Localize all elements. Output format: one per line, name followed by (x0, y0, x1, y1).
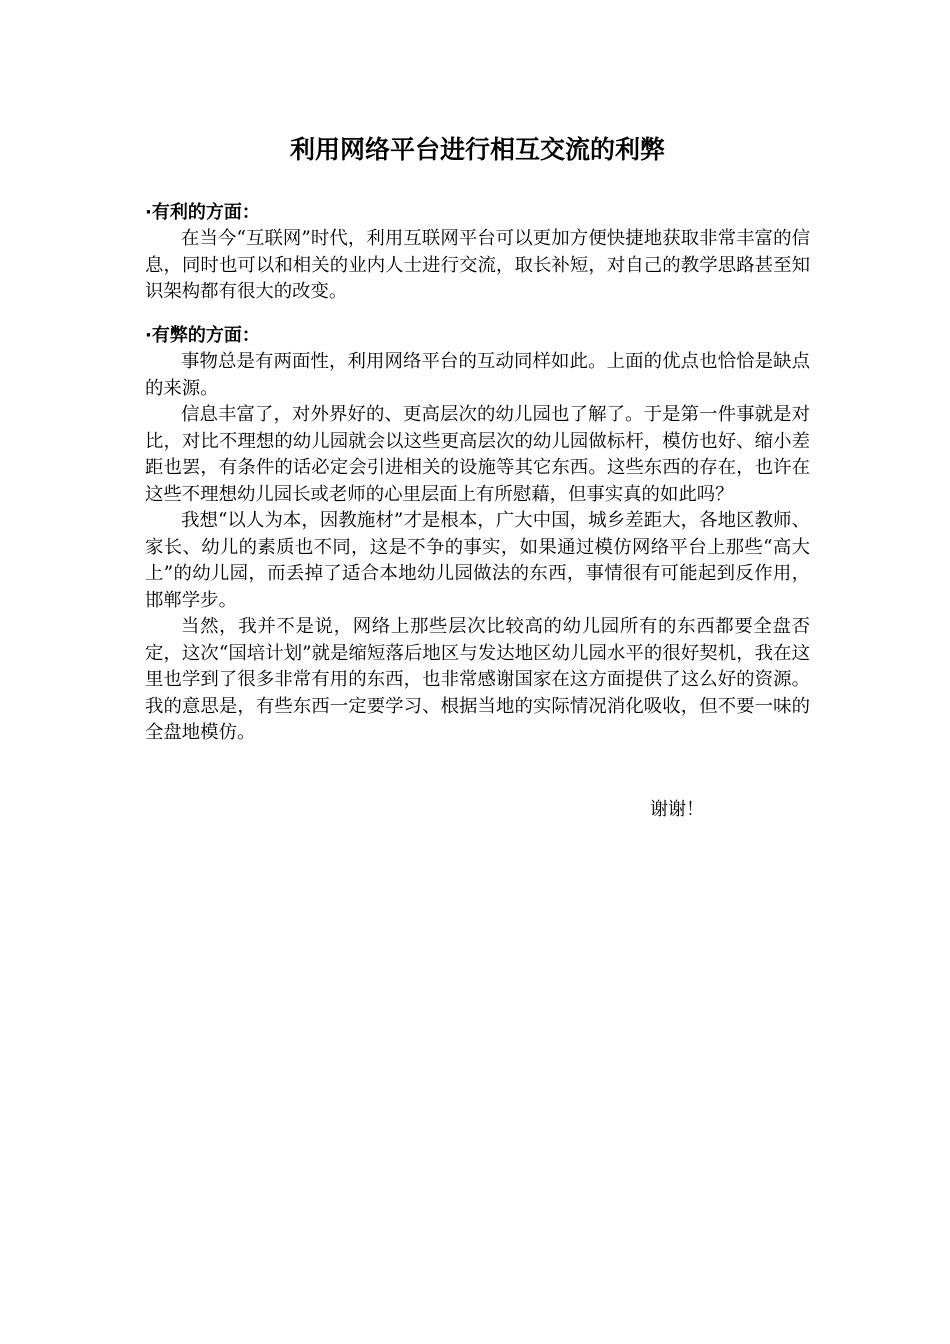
paragraph: 信息丰富了，对外界好的、更高层次的幼儿园也了解了。于是第一件事就是对比，对比不理想的幼儿园就会以这些更高层次的幼儿园做标杆，模仿也好、缩小差距也罢，有条件的话必定会引进相关的设施等其它东西。这些东西的存在，也许在这些不理想幼儿园长或老师的心里层面上有所慰藉，但事实真的如此吗？ (145, 404, 810, 505)
section-heading-advantages: ·有利的方面： (145, 202, 260, 223)
closing-thanks: 谢谢！ (650, 799, 704, 820)
paragraph: 在当今“互联网”时代，利用互联网平台可以更加方便快捷地获取非常丰富的信息，同时也可以和相关的业内人士进行交流，取长补短，对自己的教学思路甚至知识架构都有很大的改变。 (145, 228, 810, 302)
paragraph: 我想“以人为本，因教施材”才是根本，广大中国，城乡差距大，各地区教师、家长、幼儿的素质也不同，这是不争的事实，如果通过模仿网络平台上那些“高大上”的幼儿园，而丢掉了适合本地幼儿园做法的东西，事情很有可能起到反作用，邯郸学步。 (145, 510, 810, 611)
paragraph: 当然，我并不是说，网络上那些层次比较高的幼儿园所有的东西都要全盘否定，这次“国培计划”就是缩短落后地区与发达地区幼儿园水平的很好契机，我在这里也学到了很多非常有用的东西，也非常感谢国家在这方面提供了这么好的资源。我的意思是，有些东西一定要学习、根据当地的实际情况消化吸收，但不要一味的全盘地模仿。 (145, 616, 810, 743)
section-advantages (145, 199, 810, 306)
document-title: 利用网络平台进行相互交流的利弊 (289, 135, 665, 164)
section-disadvantages (145, 322, 810, 747)
paragraph: 事物总是有两面性，利用网络平台的互动同样如此。上面的优点也恰恰是缺点的来源。 (145, 351, 810, 399)
section-heading-disadvantages: ·有弊的方面： (145, 325, 260, 346)
